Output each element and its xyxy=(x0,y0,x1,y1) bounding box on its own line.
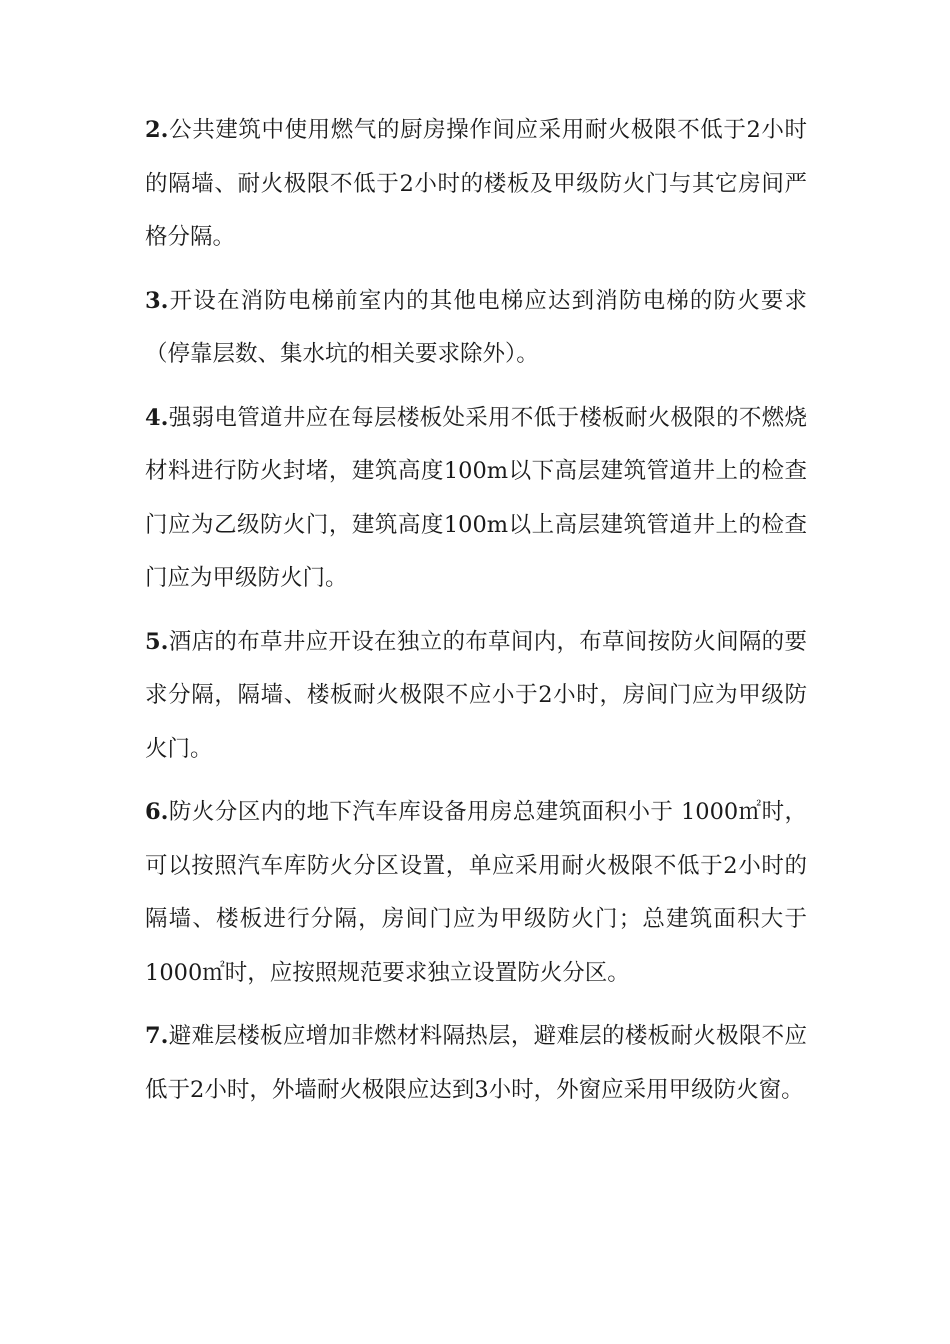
paragraph-item-3 xyxy=(145,275,807,382)
item-number: 7. xyxy=(145,1023,169,1049)
item-text: 强弱电管道井应在每层楼板处采用不低于楼板耐火极限的不燃烧材料进行防火封堵，建筑高度100m以下高层建筑管道井上的检查门应为乙级防火门，建筑高度100m以上高层建筑管道井上的检查门应为甲级防火门。 xyxy=(145,404,807,591)
paragraph-item-2 xyxy=(145,104,807,265)
item-text: 开设在消防电梯前室内的其他电梯应达到消防电梯的防火要求（停靠层数、集水坑的相关要求除外）。 xyxy=(145,287,807,367)
item-number: 4. xyxy=(145,404,169,431)
paragraph-item-5 xyxy=(145,616,807,777)
document-body xyxy=(145,104,807,1127)
item-number: 6. xyxy=(145,799,169,825)
item-number: 2. xyxy=(145,117,169,143)
item-text: 避难层楼板应增加非燃材料隔热层，避难层的楼板耐火极限不应低于2小时，外墙耐火极限应达到3小时，外窗应采用甲级防火窗。 xyxy=(145,1023,807,1103)
paragraph-item-6 xyxy=(145,786,807,1000)
item-text: 酒店的布草井应开设在独立的布草间内，布草间按防火间隔的要求分隔，隔墙、楼板耐火极限不应小于2小时，房间门应为甲级防火门。 xyxy=(145,628,807,762)
item-number: 5. xyxy=(145,628,169,655)
item-text: 公共建筑中使用燃气的厨房操作间应采用耐火极限不低于2小时的隔墙、耐火极限不低于2小时的楼板及甲级防火门与其它房间严格分隔。 xyxy=(145,117,807,250)
paragraph-item-7 xyxy=(145,1010,807,1117)
item-number: 3. xyxy=(145,287,169,314)
paragraph-item-4 xyxy=(145,392,807,606)
item-text: 防火分区内的地下汽车库设备用房总建筑面积小于 1000㎡时，可以按照汽车库防火分区设置，单应采用耐火极限不低于2小时的隔墙、楼板进行分隔，房间门应为甲级防火门；总建筑面积大于1000㎡时，应按照规范要求独立设置防火分区。 xyxy=(145,799,807,986)
